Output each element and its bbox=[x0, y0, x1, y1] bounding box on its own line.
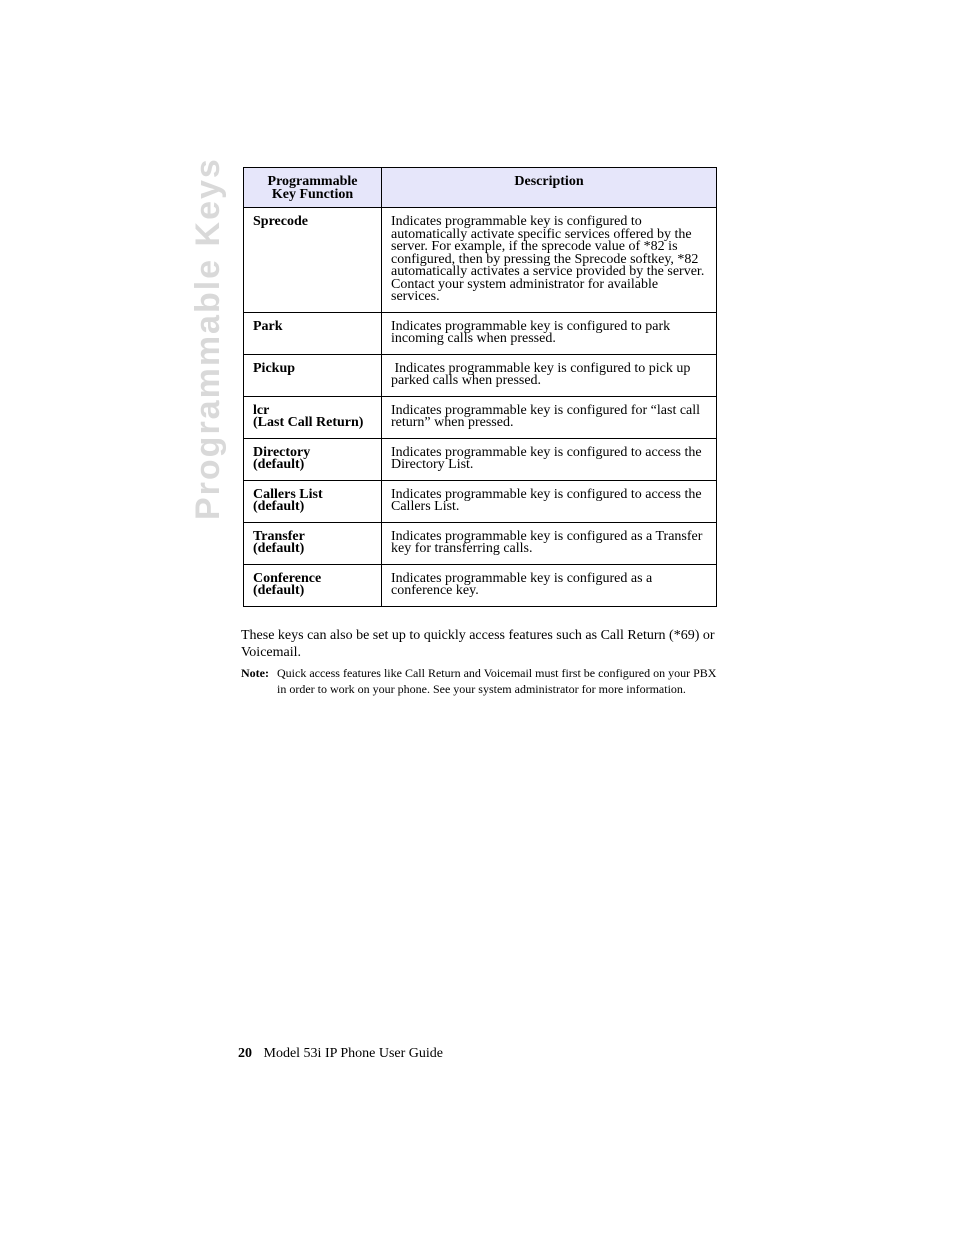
page-footer bbox=[238, 1046, 443, 1062]
key-function-cell: lcr (Last Call Return) bbox=[244, 396, 382, 438]
key-function-cell: Pickup bbox=[244, 354, 382, 396]
page-number: 20 bbox=[238, 1046, 252, 1061]
header-description: Description bbox=[382, 168, 717, 208]
table-row bbox=[244, 438, 717, 480]
key-function-cell: Conference (default) bbox=[244, 564, 382, 606]
key-function-cell: Park bbox=[244, 312, 382, 354]
programmable-keys-table bbox=[243, 167, 717, 607]
note-label: Note: bbox=[241, 666, 269, 680]
table-row bbox=[244, 480, 717, 522]
table-row bbox=[244, 208, 717, 313]
guide-title: Model 53i IP Phone User Guide bbox=[263, 1046, 444, 1061]
table-row bbox=[244, 396, 717, 438]
table-row bbox=[244, 522, 717, 564]
description-cell: Indicates programmable key is configured as a conference key. bbox=[382, 564, 717, 606]
key-function-cell: Sprecode bbox=[244, 208, 382, 313]
description-cell: Indicates programmable key is configured as a Transfer key for transferring calls. bbox=[382, 522, 717, 564]
note-block bbox=[241, 665, 721, 697]
key-function-cell: Directory (default) bbox=[244, 438, 382, 480]
table-row bbox=[244, 564, 717, 606]
description-cell: Indicates programmable key is configured to automatically activate specific services offered by the server. For example, if the sprecode value of *82 is configured, then by pressing the Sprecode softkey, *82 automatically activates a service provided by the server. Contact your system administrator for available services. bbox=[382, 208, 717, 313]
table-row bbox=[244, 354, 717, 396]
table-row bbox=[244, 312, 717, 354]
description-cell: Indicates programmable key is configured to access the Callers List. bbox=[382, 480, 717, 522]
key-function-cell: Transfer (default) bbox=[244, 522, 382, 564]
table-header-row bbox=[244, 168, 717, 208]
note-text: Quick access features like Call Return and Voicemail must first be configured on your PBX in order to work on your phone. See your system administrator for more information. bbox=[277, 666, 717, 696]
key-function-cell: Callers List (default) bbox=[244, 480, 382, 522]
body-paragraph: These keys can also be set up to quickly access features such as Call Return (*69) or Voicemail. bbox=[241, 628, 715, 660]
description-cell: Indicates programmable key is configured to pick up parked calls when pressed. bbox=[382, 354, 717, 396]
description-cell: Indicates programmable key is configured to park incoming calls when pressed. bbox=[382, 312, 717, 354]
header-key-function: Programmable Key Function bbox=[244, 168, 382, 208]
description-cell: Indicates programmable key is configured for “last call return” when pressed. bbox=[382, 396, 717, 438]
side-section-title: Programmable Keys bbox=[189, 157, 227, 520]
description-cell: Indicates programmable key is configured to access the Directory List. bbox=[382, 438, 717, 480]
